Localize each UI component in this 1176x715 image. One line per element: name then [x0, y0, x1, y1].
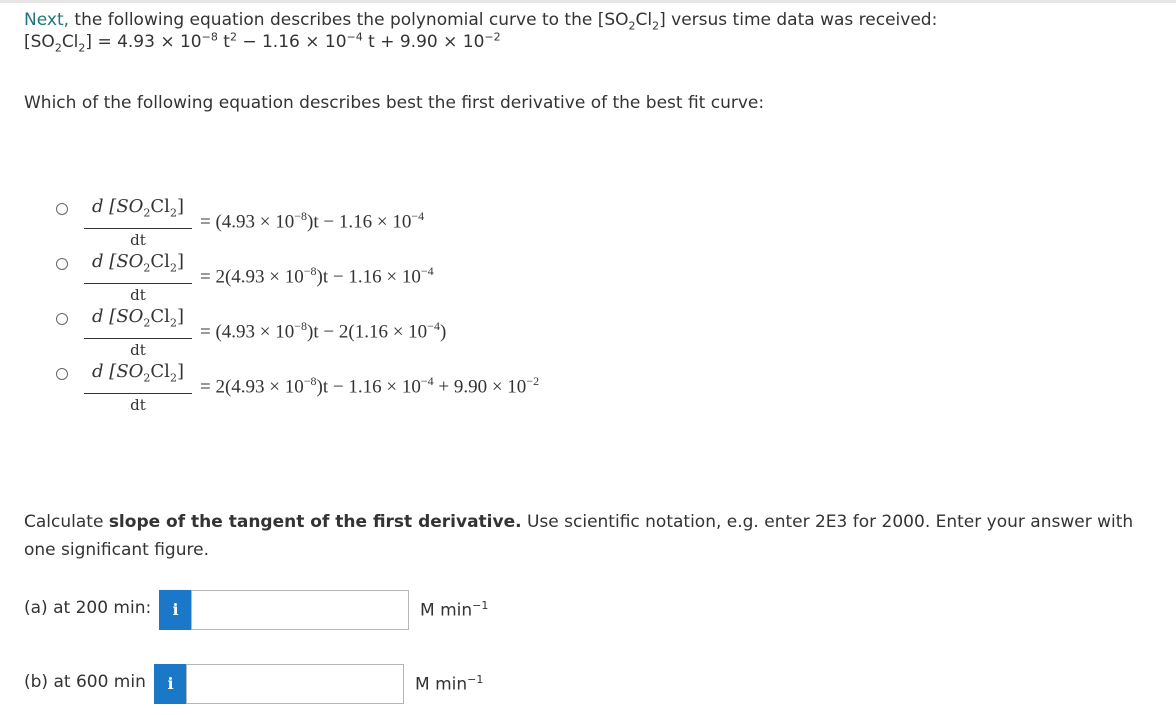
- expr-text: )t − 2(1.16 × 10: [307, 321, 428, 343]
- exponent: −2: [526, 374, 540, 388]
- intro-highlight: Next,: [24, 10, 70, 30]
- unit-text: M min: [415, 674, 468, 695]
- subscript: 2: [78, 41, 86, 55]
- top-border: [0, 0, 1176, 3]
- intro-text: ] versus time data was received:: [659, 10, 938, 30]
- exponent: −8: [303, 374, 317, 388]
- fraction-numerator: [84, 195, 192, 229]
- subscript: 2: [54, 41, 62, 55]
- radio-button[interactable]: [56, 313, 68, 325]
- unit-text: M min: [420, 600, 473, 621]
- num-text: d [: [92, 251, 117, 272]
- exponent: −8: [294, 209, 308, 223]
- expr-text: = 2(4.93 × 10: [200, 376, 304, 398]
- exponent: −4: [420, 264, 434, 278]
- derivative-fraction: [84, 250, 192, 306]
- exponent: −1: [467, 673, 484, 686]
- eq-text: − 1.16 × 10: [236, 32, 347, 52]
- radio-button[interactable]: [56, 368, 68, 380]
- exponent: −8: [303, 264, 317, 278]
- eq-text: Cl: [61, 32, 79, 52]
- exponent: −4: [411, 209, 425, 223]
- derivative-fraction: [84, 360, 192, 416]
- subscript: 2: [169, 206, 177, 220]
- answer-label-a: (a) at 200 min:: [24, 598, 152, 618]
- fraction-denominator: dt: [130, 340, 146, 359]
- expr-text: = (4.93 × 10: [200, 211, 295, 233]
- derivative-fraction: [84, 305, 192, 361]
- choice-expression: [200, 374, 539, 398]
- radio-button[interactable]: [56, 203, 68, 215]
- exponent: −4: [346, 30, 363, 44]
- intro-line-1: [24, 9, 1154, 31]
- fraction-denominator: dt: [130, 285, 146, 304]
- radio-button[interactable]: [56, 258, 68, 270]
- intro-text: Cl: [635, 10, 653, 30]
- choice-option[interactable]: [56, 305, 756, 360]
- subscript: 2: [143, 371, 151, 385]
- num-text: ]: [176, 196, 184, 217]
- eq-text: t: [217, 32, 230, 52]
- expr-text: )t − 1.16 × 10: [307, 211, 412, 233]
- intro-equation: [24, 31, 1154, 53]
- num-text: d [: [92, 196, 117, 217]
- fraction-denominator: dt: [130, 230, 146, 249]
- question-text: Which of the following equation describes best the first derivative of the best fit curve:: [24, 93, 765, 113]
- num-text: Cl: [150, 306, 170, 327]
- exponent: −8: [294, 319, 308, 333]
- num-text: d [: [92, 361, 117, 382]
- calc-emphasis: slope of the tangent of the first derivative.: [108, 512, 522, 532]
- expr-text: + 9.90 × 10: [433, 376, 527, 398]
- num-text: ]: [176, 361, 184, 382]
- subscript: 2: [169, 371, 177, 385]
- unit-label-b: [415, 673, 483, 695]
- num-text: SO: [116, 306, 144, 327]
- fraction-denominator: dt: [130, 395, 146, 414]
- subscript: 2: [628, 19, 636, 33]
- calc-text: Calculate: [24, 512, 109, 532]
- subscript: 2: [143, 206, 151, 220]
- exponent: −4: [420, 374, 434, 388]
- num-text: Cl: [150, 196, 170, 217]
- expr-text: )t − 1.16 × 10: [316, 376, 421, 398]
- fraction-numerator: [84, 305, 192, 339]
- unit-label-a: [420, 599, 488, 621]
- expr-text: = 2(4.93 × 10: [200, 266, 304, 288]
- eq-text: t + 9.90 × 10: [362, 32, 485, 52]
- expr-text: = (4.93 × 10: [200, 321, 295, 343]
- subscript: 2: [169, 261, 177, 275]
- fraction-numerator: [84, 250, 192, 284]
- answer-input-b[interactable]: [186, 664, 404, 704]
- eq-text: ] = 4.93 × 10: [85, 32, 202, 52]
- num-text: ]: [176, 306, 184, 327]
- calculation-instructions: [24, 508, 1154, 564]
- num-text: ]: [176, 251, 184, 272]
- num-text: d [: [92, 306, 117, 327]
- choice-option[interactable]: [56, 195, 756, 250]
- choice-option[interactable]: [56, 360, 756, 415]
- choice-expression: [200, 209, 424, 233]
- exponent: −1: [472, 599, 489, 612]
- subscript: 2: [143, 316, 151, 330]
- exponent: −8: [201, 30, 218, 44]
- num-text: Cl: [150, 361, 170, 382]
- choice-expression: [200, 319, 446, 343]
- derivative-fraction: [84, 195, 192, 251]
- info-icon[interactable]: i: [159, 590, 192, 630]
- eq-text: [SO: [24, 32, 55, 52]
- intro-text: the following equation describes the polynomial curve to the [SO: [69, 10, 629, 30]
- exponent: 2: [229, 30, 237, 44]
- subscript: 2: [169, 316, 177, 330]
- exponent: −2: [484, 30, 501, 44]
- answer-row-a: [24, 590, 504, 630]
- calc-text: Use scientific notation, e.g. enter 2E3 for 2000. Enter your answer with one significant figure.: [24, 512, 1134, 560]
- answer-row-b: [24, 664, 504, 704]
- subscript: 2: [143, 261, 151, 275]
- num-text: SO: [116, 361, 144, 382]
- fraction-numerator: [84, 360, 192, 394]
- info-icon[interactable]: i: [154, 664, 187, 704]
- answer-label-b: (b) at 600 min: [24, 672, 146, 692]
- answer-choices: [56, 195, 756, 415]
- expr-text: )t − 1.16 × 10: [316, 266, 421, 288]
- problem-intro: [24, 9, 1154, 53]
- num-text: SO: [116, 196, 144, 217]
- choice-expression: [200, 264, 434, 288]
- num-text: Cl: [150, 251, 170, 272]
- num-text: SO: [116, 251, 144, 272]
- choice-option[interactable]: [56, 250, 756, 305]
- exponent: −4: [427, 319, 440, 333]
- answer-input-a[interactable]: [191, 590, 409, 630]
- subscript: 2: [652, 19, 660, 33]
- expr-text: ): [439, 321, 447, 343]
